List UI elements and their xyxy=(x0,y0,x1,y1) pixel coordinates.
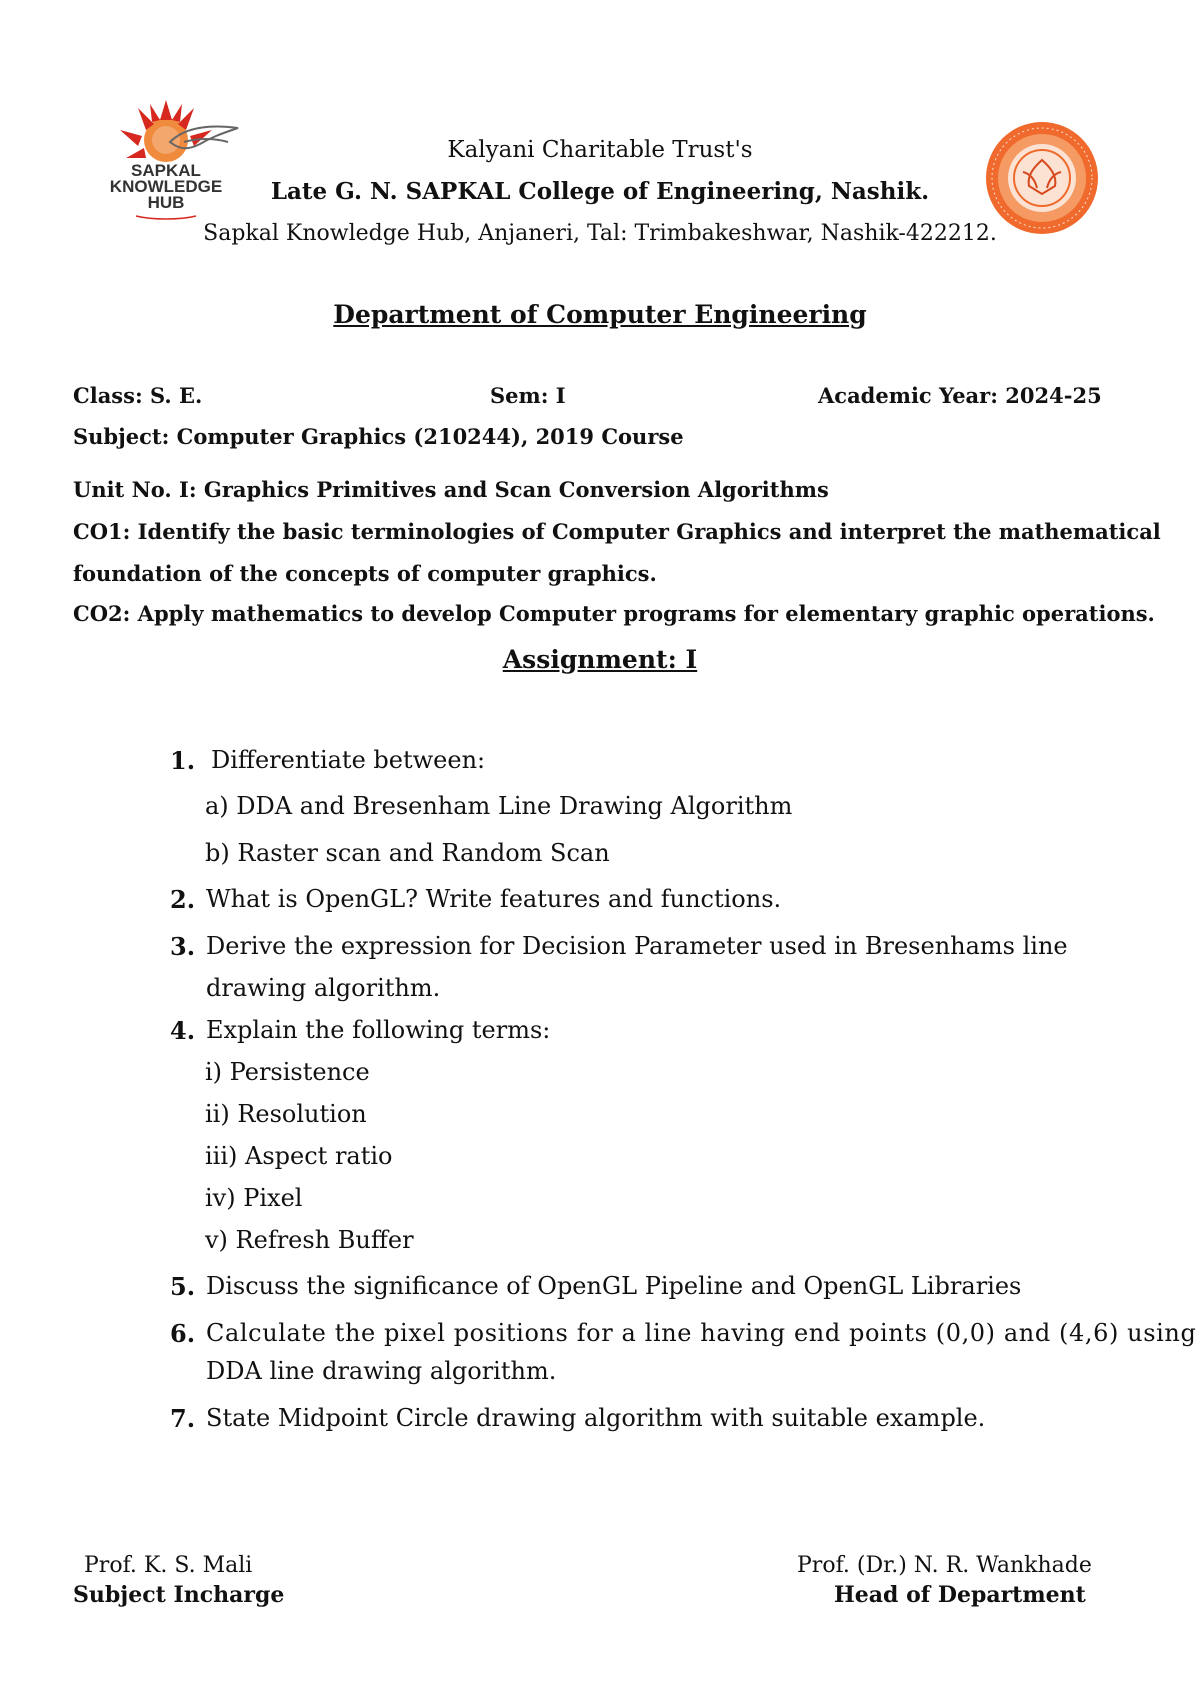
hod-role: Head of Department xyxy=(834,1582,1086,1608)
subject-info: Subject: Computer Graphics (210244), 2019 Course xyxy=(73,424,684,449)
question-number: 6. xyxy=(170,1319,196,1348)
logo-text-line2: KNOWLEDGE xyxy=(109,177,223,196)
semester-info: Sem: I xyxy=(490,383,566,408)
sub-item: v) Refresh Buffer xyxy=(205,1226,414,1254)
sub-item: ii) Resolution xyxy=(205,1100,367,1128)
question-text-cont: DDA line drawing algorithm. xyxy=(206,1357,557,1385)
question-number: 5. xyxy=(170,1272,196,1301)
academic-year-info: Academic Year: 2024-25 xyxy=(818,383,1102,408)
sub-item: i) Persistence xyxy=(205,1058,370,1086)
sub-item: iii) Aspect ratio xyxy=(205,1142,393,1170)
question-number: 7. xyxy=(170,1404,196,1433)
college-name: Late G. N. SAPKAL College of Engineering, Nashik. xyxy=(270,178,930,205)
assignment-title: Assignment: I xyxy=(502,645,698,674)
sub-item: a) DDA and Bresenham Line Drawing Algorithm xyxy=(205,792,793,820)
question-text: Discuss the significance of OpenGL Pipeline and OpenGL Libraries xyxy=(206,1272,1022,1300)
course-outcome-1-cont: foundation of the concepts of computer graphics. xyxy=(73,561,657,586)
unit-info: Unit No. I: Graphics Primitives and Scan Conversion Algorithms xyxy=(73,477,829,502)
course-outcome-1: CO1: Identify the basic terminologies of Computer Graphics and interpret the mathematical xyxy=(73,519,1161,544)
hod-name: Prof. (Dr.) N. R. Wankhade xyxy=(797,1553,1092,1578)
subject-incharge-name: Prof. K. S. Mali xyxy=(84,1553,253,1578)
question-number: 4. xyxy=(170,1016,196,1045)
college-address: Sapkal Knowledge Hub, Anjaneri, Tal: Trimbakeshwar, Nashik-422212. xyxy=(203,221,997,246)
question-number: 1. xyxy=(170,746,196,775)
question-text: Calculate the pixel positions for a line having end points (0,0) and (4,6) using xyxy=(206,1319,1197,1347)
sub-item: b) Raster scan and Random Scan xyxy=(205,839,610,867)
logo-text-line3: HUB xyxy=(147,193,185,212)
class-info: Class: S. E. xyxy=(73,383,203,408)
question-number: 2. xyxy=(170,885,196,914)
question-text: State Midpoint Circle drawing algorithm with suitable example. xyxy=(206,1404,986,1432)
subject-incharge-role: Subject Incharge xyxy=(73,1582,285,1608)
question-text: What is OpenGL? Write features and functions. xyxy=(206,885,782,913)
question-number: 3. xyxy=(170,932,196,961)
question-text: Differentiate between: xyxy=(211,746,486,774)
department-title: Department of Computer Engineering xyxy=(333,300,867,329)
logo-text-line1: SAPKAL xyxy=(131,161,201,180)
question-text: Explain the following terms: xyxy=(206,1016,551,1044)
sub-item: iv) Pixel xyxy=(205,1184,303,1212)
course-outcome-2: CO2: Apply mathematics to develop Computer programs for elementary graphic operations. xyxy=(73,601,1155,626)
question-text-cont: drawing algorithm. xyxy=(206,974,441,1002)
trust-name: Kalyani Charitable Trust's xyxy=(447,137,753,163)
question-text: Derive the expression for Decision Parameter used in Bresenhams line xyxy=(206,932,1068,960)
